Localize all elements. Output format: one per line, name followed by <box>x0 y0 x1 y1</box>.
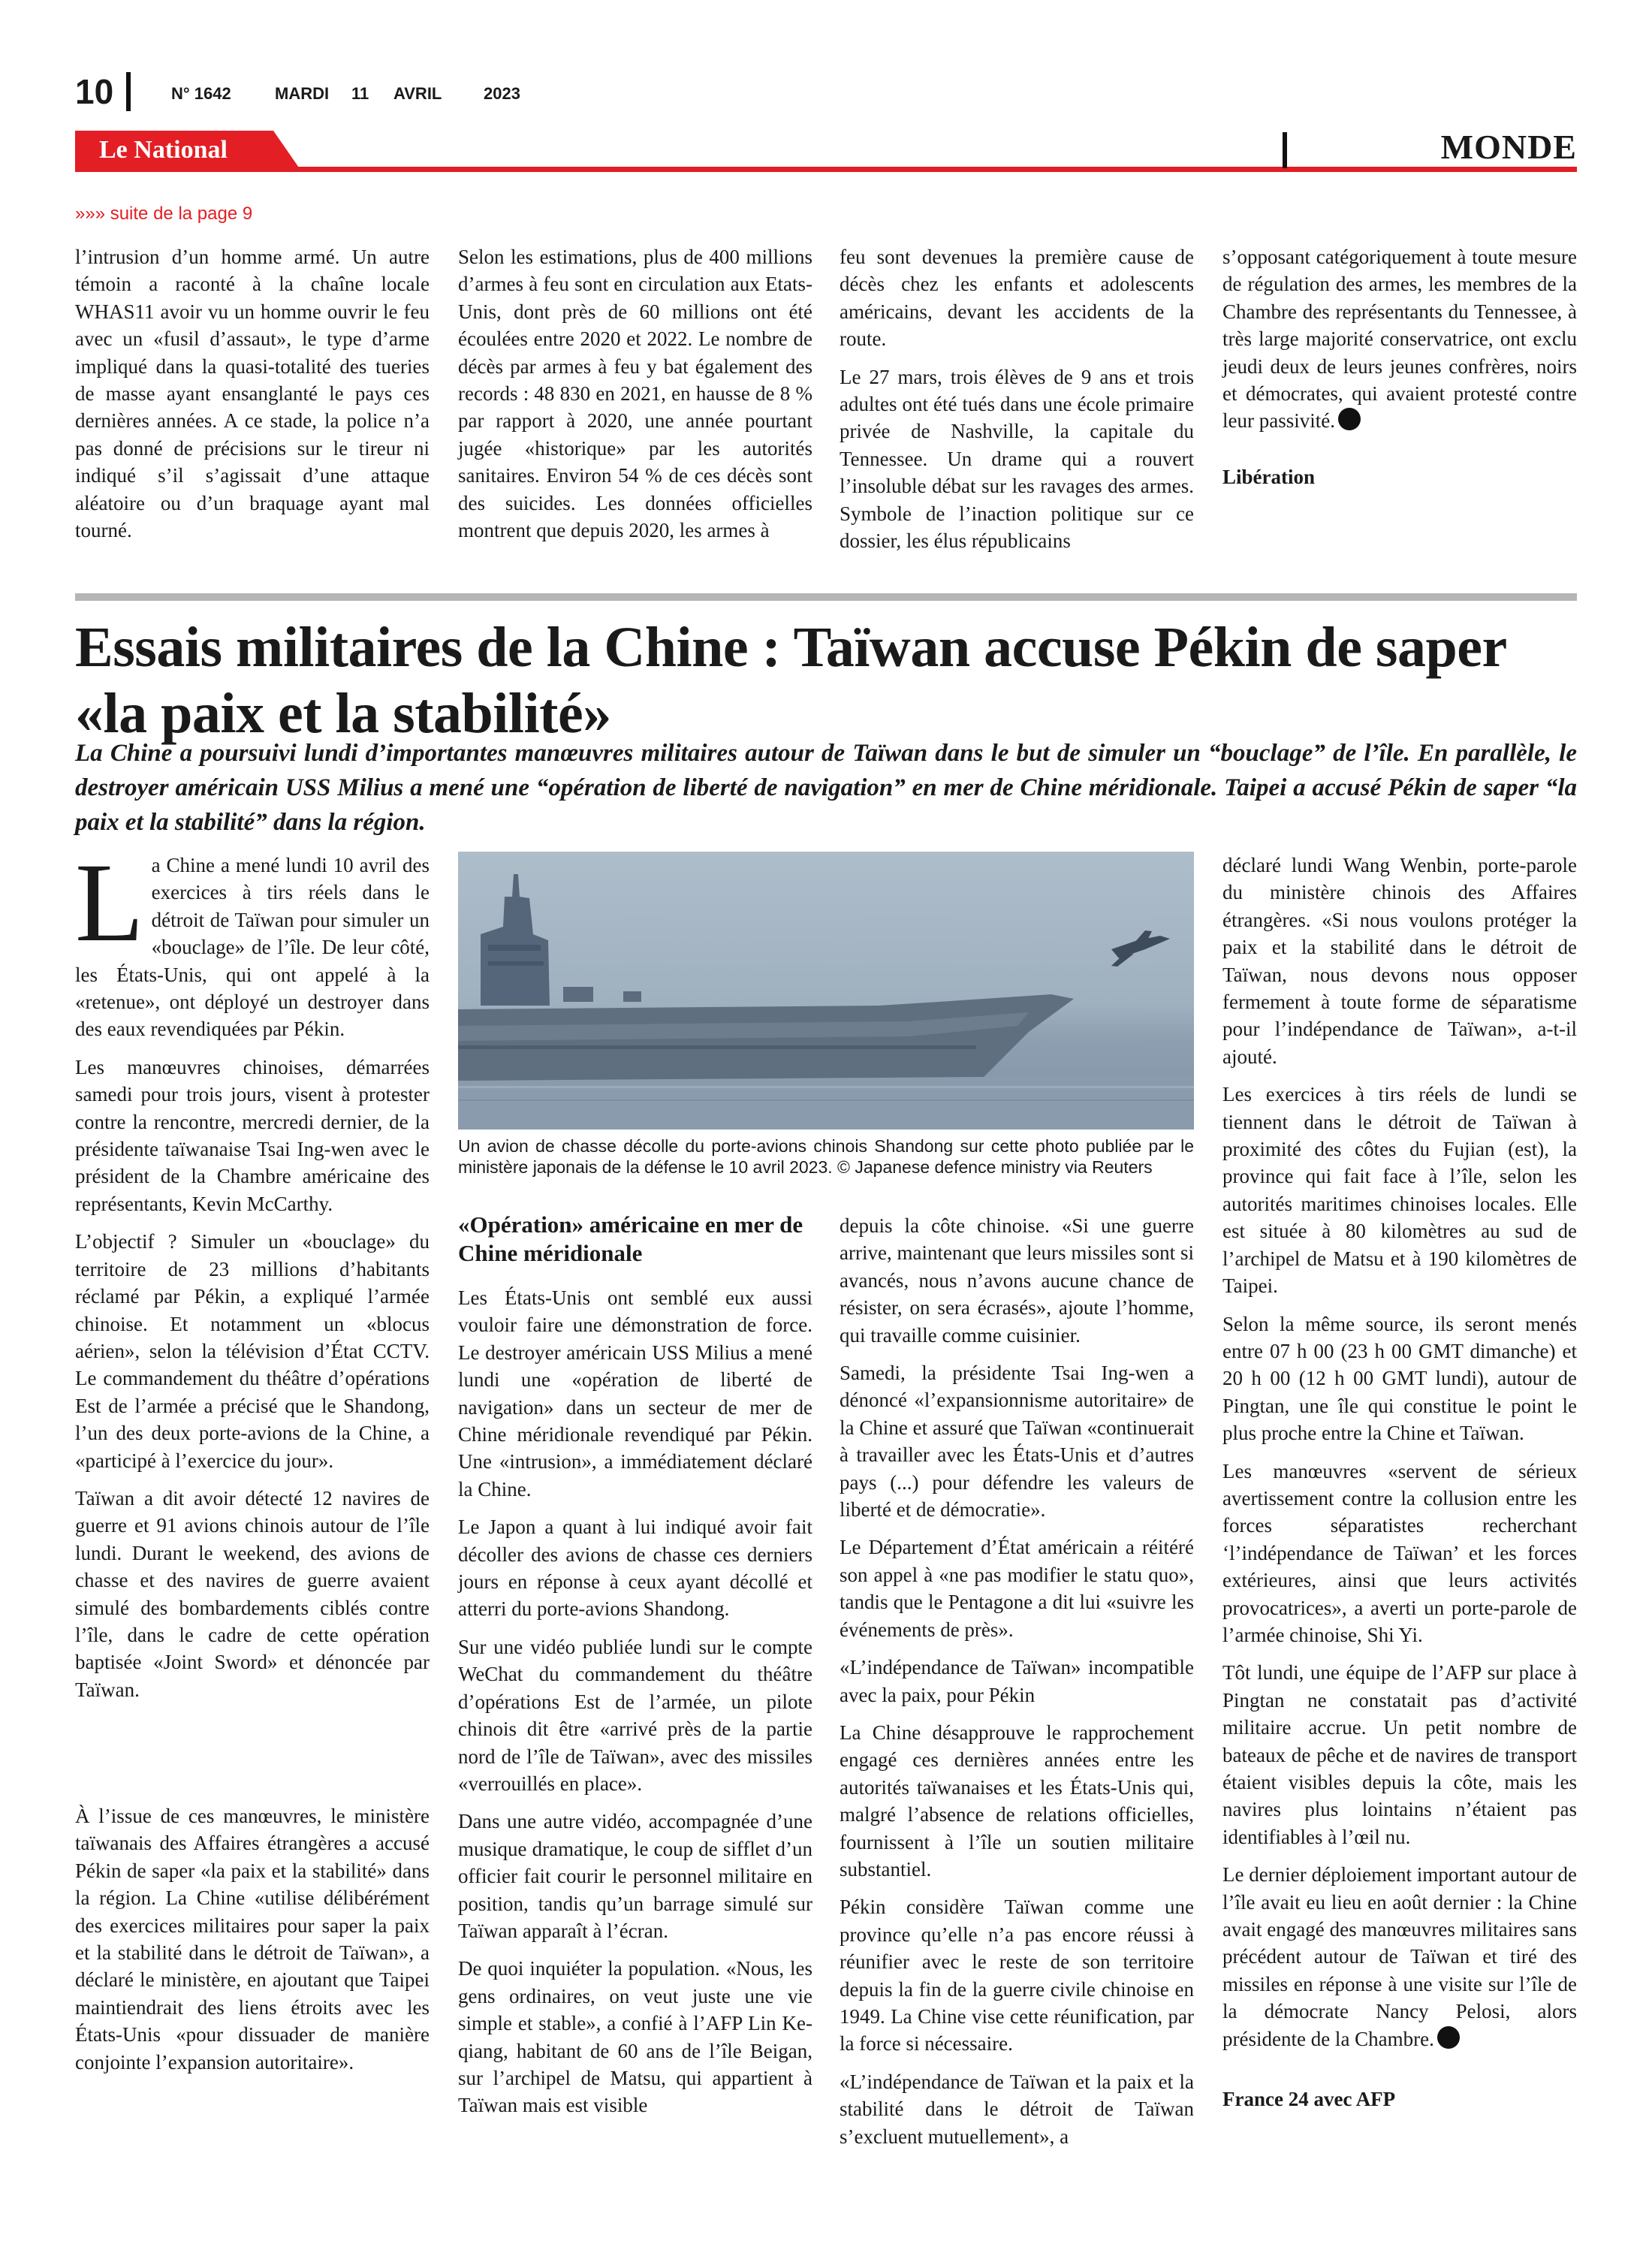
paragraph: Dans une autre vidéo, accompagnée d’une musique dramatique, le coup de sifflet d’un officier fait courir le personnel militaire en position, tandis qu’un barrage simulé sur Taïwan apparaît à l’écran. <box>458 1810 812 1942</box>
paragraph-text: Le dernier déploiement important autour de l’île avait eu lieu en août dernier : la Chine avait engagé des manœuvres militaires sans précédent autour de Taïwan et tiré des missiles en réponse à une visite sur l’île de la démocrate Nancy Pelosi, alors présidente de la Chambre. <box>1222 1863 1577 2050</box>
section-divider <box>1283 132 1287 168</box>
article-col-1-bottom <box>75 1802 430 2076</box>
paragraph: Les manœuvres chinoises, démarrées samedi pour trois jours, visent à protester contre la rencontre, mercredi dernier, de la présidente taïwanaise Tsai Ing-wen avec le président de la Chambre américaine des représentants, Kevin McCarthy. <box>75 1055 430 1215</box>
paragraph: Tôt lundi, une équipe de l’AFP sur place à Pingtan ne constatait pas d’activité militaire accrue. Un petit nombre de bateaux de pêche et de navires de transport étaient visibles depuis la côte, mais les navires plus lointains n’étaient pas identifiables à l’œil nu. <box>1222 1661 1577 1848</box>
article-col-3 <box>840 1212 1194 2150</box>
page-number-divider <box>126 72 131 111</box>
paragraph: Le Japon a quant à lui indiqué avoir fait décoller des avions de chasse ces derniers jours en réponse à ceux ayant décollé et atterri du porte-avions Shandong. <box>458 1516 812 1621</box>
subheading: «Opération» américaine en mer de Chine méridionale <box>458 1211 803 1266</box>
prev-article-col-2 <box>458 243 812 544</box>
paragraph-text: s’opposant catégoriquement à toute mesure de régulation des armes, les membres de la Chambre des représentants du Tennessee, à très large majorité conservatrice, ont exclu jeudi deux de leurs jeunes confrères, noirs et démocrates, qui avaient protesté contre leur passivité. <box>1222 246 1577 433</box>
article-headline: Essais militaires de la Chine : Taïwan accuse Pékin de saper «la paix et la stabilité» <box>75 616 1506 745</box>
issue-day: 11 <box>351 84 369 103</box>
paragraph: Selon les estimations, plus de 400 millions d’armes à feu sont en circulation aux Etats-Unis, dont près de 60 millions ont été écoulées entre 2020 et 2022. Le nombre de décès par armes à feu y bat également des records : 48 830 en 2021, en hausse de 8 % par rapport à 2020, une année pourtant jugée «historique» par les autorités sanitaires. Environ 54 % de ces décès sont des suicides. Les données officielles montrent que depuis 2020, les armes à <box>458 246 812 542</box>
paragraph: L’objectif ? Simuler un «bouclage» du territoire de 23 millions d’habitants réclamé par Pékin, a expliqué l’armée chinoise. Et notamment un «blocus aérien», selon la télévision d’État CCTV. Le commandement du théâtre d’opérations Est de l’armée a précisé que le Shandong, l’un des deux porte-avions de la Chine, a «participé à l’exercice du jour». <box>75 1230 430 1472</box>
prev-article-col-4 <box>1222 243 1577 490</box>
paragraph-text: a Chine a mené lundi 10 avril des exercices à tirs réels dans le détroit de Taïwan pour simuler un «bouclage» de l’île. De leur côté, les États-Unis, qui ont appelé à la «retenue», ont déployé un destroyer dans des eaux revendiquées par Pékin. <box>75 854 430 1041</box>
article-lead: La Chine a poursuivi lundi d’importantes manœuvres militaires autour de Taïwan dans le but de simuler un “bouclage” de l’île. En parallèle, le destroyer américain USS Milius a mené une “opération de liberté de navigation” en mer de Chine méridionale. Taipei a accusé Pékin de saper “la paix et la stabilité” dans la région. <box>75 740 1577 836</box>
paragraph: Les exercices à tirs réels de lundi se tiennent dans le détroit de Taïwan à proximité des côtes du Fujian (est), la province qui fait face à l’île, selon les autorités maritimes chinoises locales. Elle est située à 80 kilomètres au sud de l’archipel de Matsu et à 190 kilomètres de Taipei. <box>1222 1083 1577 1298</box>
end-mark-icon <box>1338 408 1361 430</box>
paragraph: Le 27 mars, trois élèves de 9 ans et trois adultes ont été tués dans une école primaire privée de Nashville, la capitale du Tennessee. Un drame qui a rouvert l’insoluble débat sur les ravages des armes. Symbole de l’inaction politique sur ce dossier, les élus républicains <box>840 365 1194 553</box>
prev-article-col-3 <box>840 243 1194 554</box>
paragraph: La Chine désapprouve le rapprochement engagé ces dernières années entre les autorités taïwanaises et les États-Unis qui, malgré l’absence de relations officielles, fournissent à l’île un soutien militaire substantiel. <box>840 1721 1194 1881</box>
paragraph: Les manœuvres «servent de sérieux avertissement contre la collusion entre les forces séparatistes recherchant ‘l’indépendance de Taïwan’ et les forces extérieures, ainsi que leurs activités provocatrices», a averti un porte-parole de l’armée chinoise, Shi Yi. <box>1222 1459 1577 1646</box>
paragraph: Les États-Unis ont semblé eux aussi vouloir faire une démonstration de force. Le destroyer américain USS Milius a mené lundi une «opération de liberté de navigation» dans un secteur de mer de Chine méridionale revendiqué par Pékin. Une «intrusion», a immédiatement déclaré la Chine. <box>458 1286 812 1500</box>
article-col-1 <box>75 840 430 1703</box>
article-col-4 <box>1222 852 1577 2113</box>
paragraph <box>1222 243 1577 435</box>
issue-number: N° 1642 <box>171 84 231 103</box>
end-mark-icon <box>1437 2026 1460 2049</box>
paragraph: Le Département d’État américain a réitéré son appel à «ne pas modifier le statu quo», tandis que le Pentagone a dit lui «suivre les événements de près». <box>840 1536 1194 1641</box>
article-col-2 <box>458 1211 812 2119</box>
inline-subheading: «L’indépendance de Taïwan» incompatible avec la paix, pour Pékin <box>840 1656 1194 1706</box>
paragraph: Taïwan a dit avoir détecté 12 navires de guerre et 91 avions chinois autour de l’île lundi. Durant le weekend, des avions de chasse et des navires de guerre avaient simulé des bombardements ciblés contre l’île, dans le cadre de cette opération baptisée «Joint Sword» et dénoncée par Taïwan. <box>75 1486 430 1701</box>
carrier-illustration-icon <box>458 852 1194 1130</box>
article-signature: France 24 avec AFP <box>1222 2088 1396 2111</box>
paragraph: depuis la côte chinoise. «Si une guerre arrive, maintenant que leurs missiles sont si avancés, nous n’avons aucune chance de résister, on sera écrasés», ajoute l’homme, qui travaille comme cuisinier. <box>840 1214 1194 1347</box>
paragraph: déclaré lundi Wang Wenbin, porte-parole du ministère chinois des Affaires étrangères. «Si nous voulons protéger la paix et la stabilité dans le détroit de Taïwan, nous devons nous opposer fermement à toute forme de séparatisme pour l’indépendance de Taïwan», a-t-il ajouté. <box>1222 854 1577 1068</box>
continued-from: »»» suite de la page 9 <box>75 204 253 224</box>
photo-caption: Un avion de chasse décolle du porte-avions chinois Shandong sur cette photo publiée par le ministère japonais de la défense le 10 avril 2023. © Japanese defence ministry via Reuters <box>458 1136 1194 1177</box>
issue-year: 2023 <box>484 84 520 103</box>
brand-name: Le National <box>99 136 228 164</box>
paragraph: Samedi, la présidente Tsai Ing-wen a dénoncé «l’expansionnisme autoritaire» de la Chine et assuré que Taïwan «continuerait à travailler avec les États-Unis et d’autres pays (...) pour défendre les valeurs de liberté et de démocratie». <box>840 1362 1194 1522</box>
paragraph: De quoi inquiéter la population. «Nous, les gens ordinaires, on veut juste une vie simple et stable», a confié à l’AFP Lin Ke-qiang, habitant de 60 ans de l’île Beigan, sur l’archipel de Matsu, qui appartient à Taïwan mais est visible <box>458 1957 812 2117</box>
paragraph: Pékin considère Taïwan comme une province qu’elle n’a pas encore réussi à réunifier avec le reste de son territoire depuis la fin de la guerre civile chinoise en 1949. La Chine vise cette réunification, par la force si nécessaire. <box>840 1896 1194 2055</box>
paragraph: À l’issue de ces manœuvres, le ministère taïwanais des Affaires étrangères a accusé Pékin de saper «la paix et la stabilité» dans la région. La Chine «utilise délibérément des exercices militaires pour saper la paix et la stabilité dans le détroit de Taïwan», a déclaré le ministère, en ajoutant que Taipei maintiendrait des liens étroits avec les États-Unis «pour dissuader de manière conjointe l’expansion autoritaire». <box>75 1805 430 2074</box>
section-title: MONDE <box>1440 128 1577 166</box>
paragraph <box>1222 1861 1577 2052</box>
paragraph: Sur une vidéo publiée lundi sur le compte WeChat du commandement du théâtre d’opérations Est de l’armée, un pilote chinois dit être «arrivé près de la partie nord de l’île de Taïwan», avec des missiles «verrouillés en place». <box>458 1635 812 1795</box>
article-divider <box>75 593 1577 601</box>
drop-cap: L <box>75 840 144 965</box>
issue-weekday: MARDI <box>275 84 330 103</box>
page-number: 10 <box>75 72 114 111</box>
paragraph: Selon la même source, ils seront menés entre 07 h 00 (23 h 00 GMT dimanche) et 20 h 00 (12 h 00 GMT lundi), autour de Pingtan, une île qui constitue le point le plus proche entre la Chine et Taïwan. <box>1222 1312 1577 1445</box>
header-rule <box>75 167 1577 172</box>
paragraph: «L’indépendance de Taïwan et la paix et la stabilité dans le détroit de Taïwan s’excluent mutuellement», a <box>840 2070 1194 2148</box>
aircraft-carrier-photo <box>458 852 1194 1130</box>
paragraph: feu sont devenues la première cause de décès chez les enfants et adolescents américains, devant les accidents de la route. <box>840 246 1194 351</box>
prev-article-signature: Libération <box>1222 465 1316 488</box>
prev-article-col-1 <box>75 243 430 544</box>
paragraph: l’intrusion d’un homme armé. Un autre témoin a raconté à la chaîne locale WHAS11 avoir vu un homme ouvrir le feu avec un «fusil d’assaut», le type d’arme impliqué dans la quasi-totalité des tueries de masse ayant ensanglanté le pays ces dernières années. A ce stade, la police n’a pas donné de précisions sur le tireur ni indiqué s’il s’agissait d’une attaque aléatoire ou d’un braquage ayant mal tourné. <box>75 246 430 542</box>
first-paragraph <box>75 840 430 1043</box>
issue-month: AVRIL <box>393 84 442 103</box>
